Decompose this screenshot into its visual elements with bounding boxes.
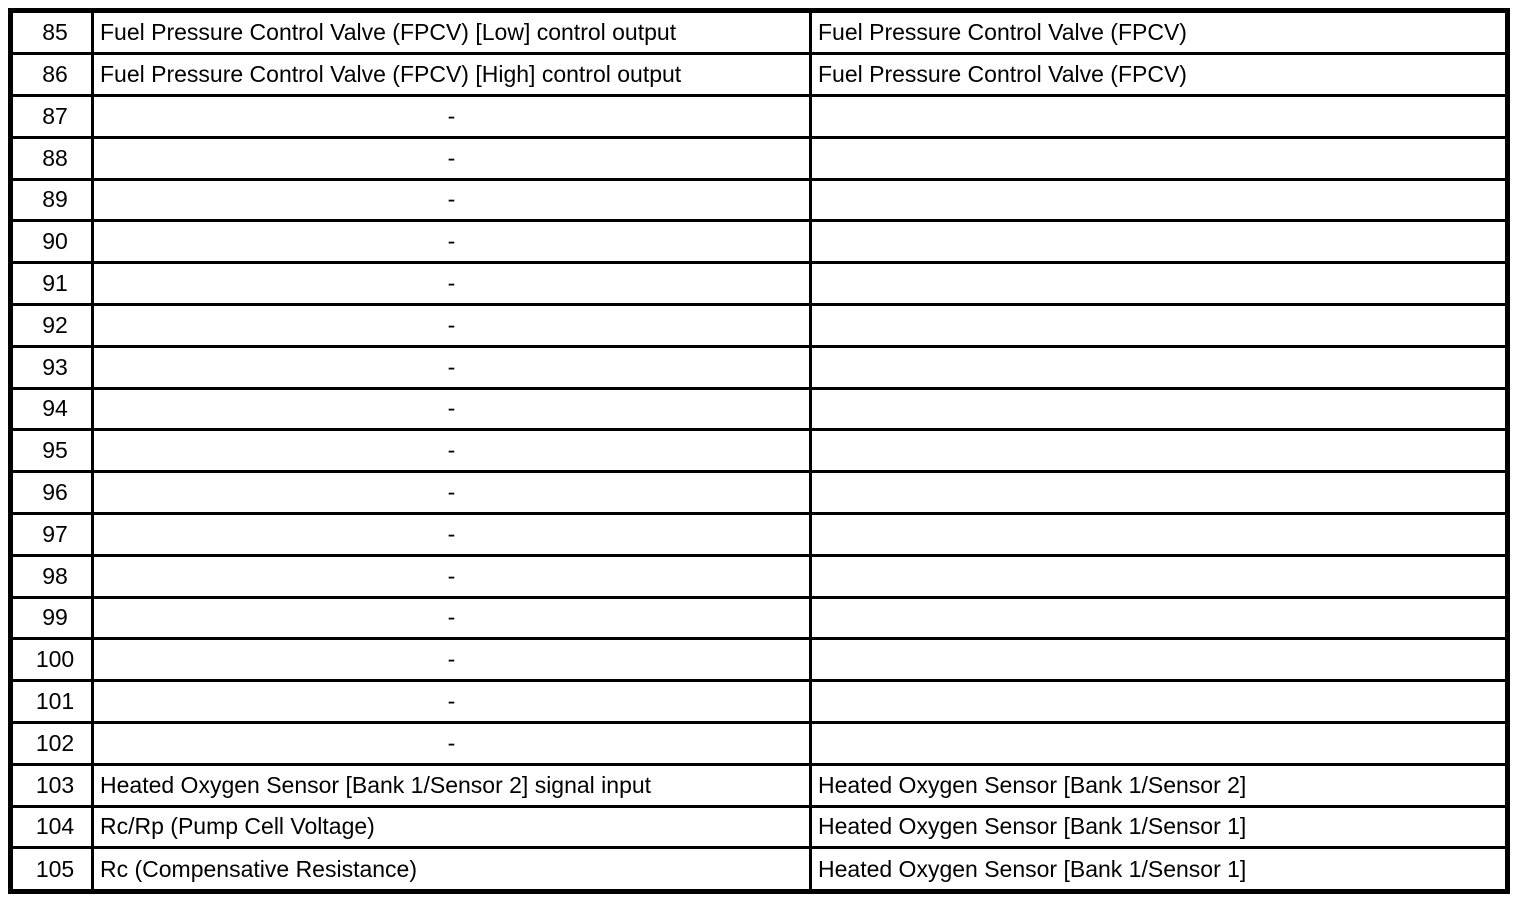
component-cell bbox=[811, 179, 1508, 221]
component-cell bbox=[811, 430, 1508, 472]
table-row bbox=[11, 137, 1508, 179]
component-cell: Heated Oxygen Sensor [Bank 1/Sensor 1] bbox=[811, 848, 1508, 892]
component-cell bbox=[811, 305, 1508, 347]
component-cell bbox=[811, 388, 1508, 430]
pin-number-cell: 93 bbox=[11, 346, 93, 388]
table-row bbox=[11, 54, 1508, 96]
table-row bbox=[11, 848, 1508, 892]
pin-number-cell: 103 bbox=[11, 764, 93, 806]
component-cell bbox=[811, 472, 1508, 514]
component-cell bbox=[811, 221, 1508, 263]
description-cell: - bbox=[93, 221, 811, 263]
pin-number-cell: 98 bbox=[11, 555, 93, 597]
description-cell: - bbox=[93, 388, 811, 430]
component-cell bbox=[811, 597, 1508, 639]
table-row bbox=[11, 96, 1508, 138]
ecu-pin-assignment-table bbox=[8, 8, 1510, 894]
component-cell bbox=[811, 137, 1508, 179]
table-body bbox=[11, 11, 1508, 892]
pin-number-cell: 91 bbox=[11, 263, 93, 305]
pin-number-cell: 102 bbox=[11, 723, 93, 765]
table-row bbox=[11, 388, 1508, 430]
table-row bbox=[11, 806, 1508, 848]
description-cell: - bbox=[93, 346, 811, 388]
component-cell: Heated Oxygen Sensor [Bank 1/Sensor 2] bbox=[811, 764, 1508, 806]
pin-number-cell: 101 bbox=[11, 681, 93, 723]
pin-number-cell: 90 bbox=[11, 221, 93, 263]
description-cell: - bbox=[93, 639, 811, 681]
component-cell bbox=[811, 346, 1508, 388]
pin-number-cell: 85 bbox=[11, 11, 93, 54]
description-cell: - bbox=[93, 472, 811, 514]
pin-number-cell: 87 bbox=[11, 96, 93, 138]
component-cell bbox=[811, 263, 1508, 305]
component-cell bbox=[811, 723, 1508, 765]
component-cell bbox=[811, 639, 1508, 681]
description-cell: Heated Oxygen Sensor [Bank 1/Sensor 2] signal input bbox=[93, 764, 811, 806]
table-row bbox=[11, 263, 1508, 305]
table-row bbox=[11, 221, 1508, 263]
description-cell: - bbox=[93, 305, 811, 347]
table-row bbox=[11, 472, 1508, 514]
pin-number-cell: 86 bbox=[11, 54, 93, 96]
pin-number-cell: 94 bbox=[11, 388, 93, 430]
description-cell: - bbox=[93, 597, 811, 639]
table-row bbox=[11, 346, 1508, 388]
pin-number-cell: 88 bbox=[11, 137, 93, 179]
component-cell: Fuel Pressure Control Valve (FPCV) bbox=[811, 54, 1508, 96]
component-cell: Fuel Pressure Control Valve (FPCV) bbox=[811, 11, 1508, 54]
component-cell bbox=[811, 96, 1508, 138]
table-row bbox=[11, 305, 1508, 347]
description-cell: - bbox=[93, 723, 811, 765]
table-row bbox=[11, 179, 1508, 221]
table-row bbox=[11, 639, 1508, 681]
component-cell bbox=[811, 555, 1508, 597]
pin-number-cell: 89 bbox=[11, 179, 93, 221]
table-row bbox=[11, 555, 1508, 597]
description-cell: Fuel Pressure Control Valve (FPCV) [High] control output bbox=[93, 54, 811, 96]
table-row bbox=[11, 430, 1508, 472]
pin-number-cell: 105 bbox=[11, 848, 93, 892]
description-cell: - bbox=[93, 681, 811, 723]
pin-number-cell: 96 bbox=[11, 472, 93, 514]
table-row bbox=[11, 681, 1508, 723]
description-cell: - bbox=[93, 555, 811, 597]
table-row bbox=[11, 764, 1508, 806]
pin-number-cell: 100 bbox=[11, 639, 93, 681]
table-row bbox=[11, 514, 1508, 556]
description-cell: Fuel Pressure Control Valve (FPCV) [Low] control output bbox=[93, 11, 811, 54]
table-row bbox=[11, 723, 1508, 765]
description-cell: - bbox=[93, 96, 811, 138]
pin-number-cell: 95 bbox=[11, 430, 93, 472]
description-cell: - bbox=[93, 514, 811, 556]
table-row bbox=[11, 597, 1508, 639]
component-cell bbox=[811, 681, 1508, 723]
description-cell: - bbox=[93, 263, 811, 305]
pin-number-cell: 92 bbox=[11, 305, 93, 347]
description-cell: - bbox=[93, 179, 811, 221]
description-cell: - bbox=[93, 430, 811, 472]
component-cell bbox=[811, 514, 1508, 556]
pin-number-cell: 104 bbox=[11, 806, 93, 848]
description-cell: Rc/Rp (Pump Cell Voltage) bbox=[93, 806, 811, 848]
description-cell: Rc (Compensative Resistance) bbox=[93, 848, 811, 892]
description-cell: - bbox=[93, 137, 811, 179]
pin-number-cell: 99 bbox=[11, 597, 93, 639]
pin-number-cell: 97 bbox=[11, 514, 93, 556]
table-row bbox=[11, 11, 1508, 54]
component-cell: Heated Oxygen Sensor [Bank 1/Sensor 1] bbox=[811, 806, 1508, 848]
